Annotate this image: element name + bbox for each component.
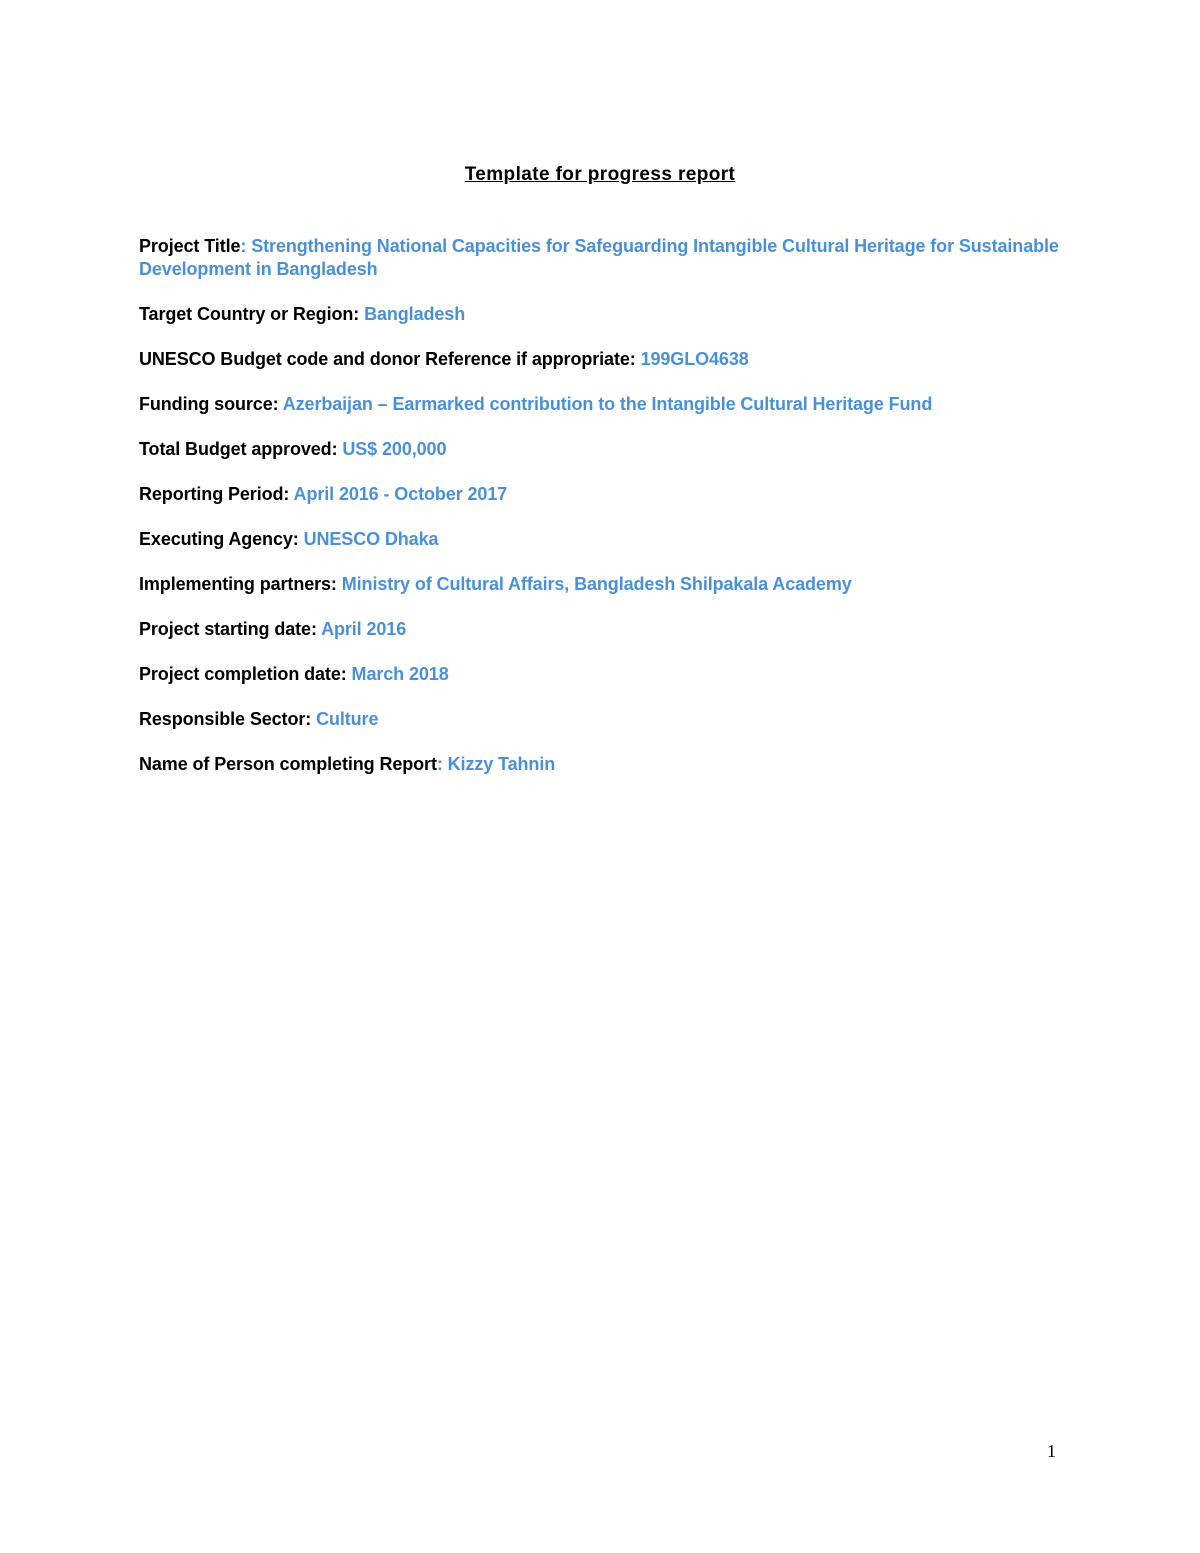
field-value: 199GLO4638 (640, 349, 749, 369)
field-value: Kizzy Tahnin (447, 754, 556, 774)
field-label: Responsible Sector: (139, 709, 312, 729)
field-value: Bangladesh (364, 304, 466, 324)
field-total-budget (139, 438, 1069, 461)
field-label: Total Budget approved: (139, 439, 338, 459)
field-value: Culture (316, 709, 379, 729)
field-responsible-sector (139, 708, 1069, 731)
field-value: Strengthening National Capacities for Safeguarding Intangible Cultural Heritage for Sustainable Development in Bangladesh (139, 236, 1059, 279)
field-executing-agency (139, 528, 1069, 551)
field-value: US$ 200,000 (342, 439, 447, 459)
field-label: Funding source: (139, 394, 279, 414)
field-start-date (139, 618, 1069, 641)
field-value: April 2016 (321, 619, 407, 639)
report-fields (139, 235, 1069, 798)
field-implementing-partners (139, 573, 1069, 596)
field-completion-date (139, 663, 1069, 686)
field-separator: : (436, 754, 448, 774)
field-value: Ministry of Cultural Affairs, Bangladesh Shilpakala Academy (341, 574, 852, 594)
field-reporting-period (139, 483, 1069, 506)
field-label: Name of Person completing Report (139, 754, 437, 774)
field-separator: : (240, 236, 252, 256)
field-budget-code (139, 348, 1069, 371)
field-project-title (139, 235, 1069, 281)
field-label: Executing Agency: (139, 529, 299, 549)
field-funding-source (139, 393, 1069, 416)
field-value: Azerbaijan – Earmarked contribution to the Intangible Cultural Heritage Fund (282, 394, 933, 414)
field-label: UNESCO Budget code and donor Reference if appropriate: (139, 349, 636, 369)
field-value: UNESCO Dhaka (303, 529, 439, 549)
document-title: Template for progress report (464, 164, 736, 185)
field-label: Project completion date: (139, 664, 347, 684)
field-report-author (139, 753, 1069, 776)
field-value: March 2018 (351, 664, 449, 684)
field-target-country (139, 303, 1069, 326)
field-value: April 2016 - October 2017 (293, 484, 508, 504)
field-label: Implementing partners: (139, 574, 337, 594)
field-label: Reporting Period: (139, 484, 290, 504)
field-label: Project starting date: (139, 619, 317, 639)
page-number: 1 (1047, 1441, 1056, 1461)
field-label: Project Title (139, 236, 241, 256)
field-label: Target Country or Region: (139, 304, 360, 324)
